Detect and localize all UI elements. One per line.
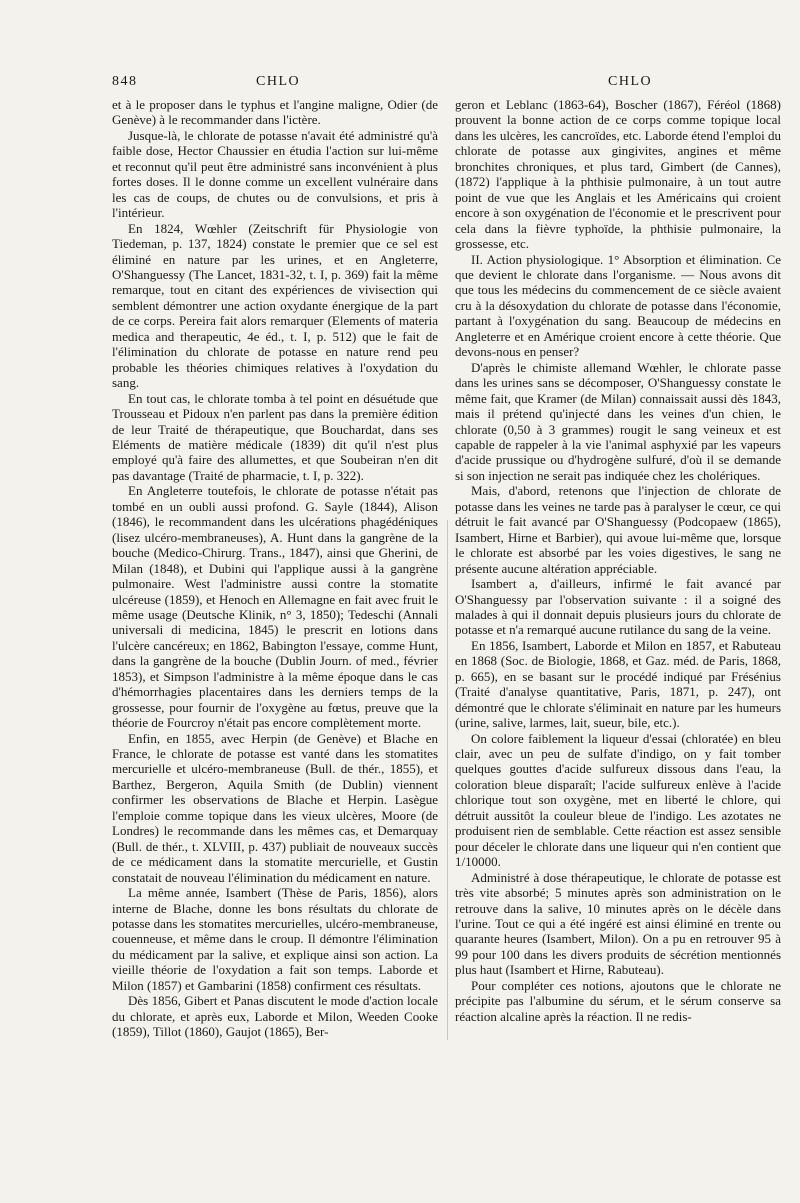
section-heading-paragraph: II. Action physiologique. 1° Absorption et élimination. Ce que devient le chlorate dans l'organisme. — Nous avons dit que tous les médecins du commencement de ce siècle avaient cru à la désoxydation du chlorate de potasse dans l'économie, partant à l'oxygénation du sang. Beaucoup de médecins en Angleterre et en Amérique croient encore à cette théorie. Que devons-nous en penser? <box>455 251 781 360</box>
paragraph: Pour compléter ces notions, ajoutons que le chlorate ne précipite pas l'albumine du sérum, et le sérum conserve sa réaction alcaline après la réaction. Il ne redis- <box>455 977 781 1024</box>
paragraph: On colore faiblement la liqueur d'essai (chloratée) en bleu clair, avec un peu de sulfate d'indigo, on y fait tomber quelques gouttes d'acide sulfureux dissous dans l'eau, la coloration bleue disparaît; l'acide sulfureux enlève à l'acide chlorique tout son oxygène, met en liberté le chlore, qui détruit aussitôt la couleur bleue de l'indigo. Les azotates ne produisent rien de semblable. Cette réaction est assez sensible pour déceler le chlorate dans une liqueur qui n'en contient que 1/10000. <box>455 730 781 870</box>
paragraph: Mais, d'abord, retenons que l'injection de chlorate de potasse dans les veines ne tarde pas à paralyser le cœur, ce qui détruit le fait avancé par O'Shanguessy (Podcopaew (1865), Isambert, Hirne et Barbier), qui avoue lui-même que, lorsque le chlorate est absorbé par les voies digestives, le sang ne présente aucune altération appréciable. <box>455 483 781 576</box>
page-number: 848 <box>112 74 138 89</box>
running-title-left: CHLO <box>256 74 301 89</box>
paragraph: et à le proposer dans le typhus et l'angine maligne, Odier (de Genève) à le recommander dans l'ictère. <box>112 97 438 128</box>
paragraph: Administré à dose thérapeutique, le chlorate de potasse est très vite absorbé; 5 minutes après son administration on le retrouve dans la salive, 10 minutes après on le décèle dans l'urine. Tout ce qui a été ingéré est ainsi éliminé en trente ou quarante heures (Isambert, Milon). On a pu en retrouver 95 à 99 pour 100 dans les divers produits de sécrétion mentionnés plus haut (Isambert et Hirne, Rabuteau). <box>455 869 781 978</box>
paragraph: En Angleterre toutefois, le chlorate de potasse n'était pas tombé en un oubli aussi profond. G. Sayle (1844), Alison (1846), le recommandent dans les ulcérations phagédéniques (lisez ulcéro-membraneuses), A. Hunt dans la gangrène de la bouche (Medico-Chirurg. Trans., 1847), ainsi que Gherini, de Milan (1848), et Dubini qui l'applique aussi à la gangrène pulmonaire. West l'administre aussi contre la stomatite ulcéreuse (1859), et Henoch en Allemagne en fait avec fruit le même usage (Deutsche Klinik, n° 3, 1850); Tedeschi (Annali universali di medicina, 1845) le prescrit en lotions dans l'ulcère cancéreux; en 1862, Babington l'essaye, comme Hunt, dans la gangrène de la bouche (Dublin Journ. of med., février 1853), et Simpson l'administre à la même époque dans le cas d'hémorrhagies placentaires dans les derniers temps de la grossesse, pour fournir de l'oxygène au fœtus, preuve que la théorie de Fourcroy n'était pas encore complètement morte. <box>112 483 438 731</box>
column-divider <box>447 520 448 1040</box>
paragraph: Jusque-là, le chlorate de potasse n'avait été administré qu'à faible dose, Hector Chaussier en étudia l'action sur lui-même et reconnut qu'il peut être administré sans inconvénient à plus fortes doses. Il le donne comme un excellent vulnéraire dans les cas de coups, de chutes ou de convulsions, et pris à l'intérieur. <box>112 127 438 221</box>
paragraph: Enfin, en 1855, avec Herpin (de Genève) et Blache en France, le chlorate de potasse est vanté dans les stomatites mercurielle et ulcéro-membraneuse (Bull. de thér., 1855), et Barthez, Bergeron, Aquila Smith (de Dublin) viennent confirmer les observations de Blache et Herpin. Lasègue l'emploie comme topique dans les vieux ulcères, Moore (de Londres) le recommande dans les mêmes cas, et Demarquay (Bull. de thér., t. XLVIII, p. 437) publiait de nouveaux succès de ce médicament dans la stomatite mercurielle, et Gustin constatait de nouveau l'élimination du médicament en nature. <box>112 730 438 885</box>
paragraph: En 1824, Wœhler (Zeitschrift für Physiologie von Tiedeman, p. 137, 1824) constate le premier que ce sel est éliminé en nature par les urines, et en Angleterre, O'Shanguessy (The Lancet, 1831-32, t. I, p. 369) fait la même remarque, tout en citant des expériences de vivisection qui semblent démontrer une action oxydante énergique de la part de ce corps. Pereira fait alors remarquer (Elements of materia medica and therapeutic, 4e éd., t. I, p. 512) que le fait de l'élimination du chlorate de potasse en nature rend peu probable les théories chimiques relatives à l'oxydation du sang. <box>112 220 438 391</box>
right-column <box>455 97 781 1197</box>
left-column <box>112 97 438 1197</box>
paragraph: En 1856, Isambert, Laborde et Milon en 1857, et Rabuteau en 1868 (Soc. de Biologie, 1868, et Gaz. méd. de Paris, 1868, p. 665), en se basant sur le procédé indiqué par Frésénius (Traité d'analyse quantitative, Paris, 1871, p. 247), ont démontré que le chlorate s'éliminait en nature par les humeurs (urine, salive, larmes, lait, sueur, bile, etc.). <box>455 637 781 731</box>
paragraph: Dès 1856, Gibert et Panas discutent le mode d'action locale du chlorate, et après eux, Laborde et Milon, Weeden Cooke (1859), Tillot (1860), Gaujot (1865), Ber- <box>112 993 438 1040</box>
running-header <box>112 74 672 94</box>
paragraph: geron et Leblanc (1863-64), Boscher (1867), Féréol (1868) prouvent la bonne action de ce corps comme topique local dans les ulcères, les cancroïdes, etc. Laborde étend l'emploi du chlorate de potasse aux gingivites, angines et même bronchites chroniques, et plus tard, Gimbert (de Cannes), (1872) l'applique à la phthisie pulmonaire, à un tout autre point de vue que les Anglais et les Américains qui croient encore à son oxygénation de l'économie et le prescrivent pour cela dans la fièvre typhoïde, la phthisie pulmonaire, la grossesse, etc. <box>455 97 781 252</box>
paragraph: D'après le chimiste allemand Wœhler, le chlorate passe dans les urines sans se décomposer, O'Shanguessy constate le même fait, que Kramer (de Milan) connaissait aussi dès 1843, mais il prétend qu'injecté dans les veines d'un chien, le chlorate (0,50 à 3 grammes) rougit le sang veineux et est capable de rappeler à la vie l'animal asphyxié par les vapeurs d'acide prussique ou d'hydrogène sulfuré, d'où il se demande si son injection ne serait pas indiquée chez les cholériques. <box>455 359 781 483</box>
paragraph: Isambert a, d'ailleurs, infirmé le fait avancé par O'Shanguessy par l'observation suivante : il a soigné des malades à qui il donnait depuis plusieurs jours du chlorate de potasse et n'a remarqué aucune rutilance du sang de la veine. <box>455 576 781 638</box>
paragraph: La même année, Isambert (Thèse de Paris, 1856), alors interne de Blache, donne les bons résultats du chlorate de potasse dans les stomatites mercurielles, ulcéro-membraneuse, couenneuse, et même dans le croup. Il démontre l'élimination du médicament par la salive, et explique ainsi son action. La vieille théorie de l'oxydation a fait son temps. Laborde et Milon (1857) et Gambarini (1858) confirment ces résultats. <box>112 885 438 993</box>
running-title-right: CHLO <box>608 74 653 89</box>
paragraph: En tout cas, le chlorate tomba à tel point en désuétude que Trousseau et Pidoux n'en parlent pas dans la première édition de leur Traité de thérapeutique, que Bouchardat, dans ses Eléments de matière médicale (1839) dit qu'il n'est plus employé qu'à faire des allumettes, et que Soubeiran n'en dit pas davantage (Traité de pharmacie, t. I, p. 322). <box>112 390 438 483</box>
